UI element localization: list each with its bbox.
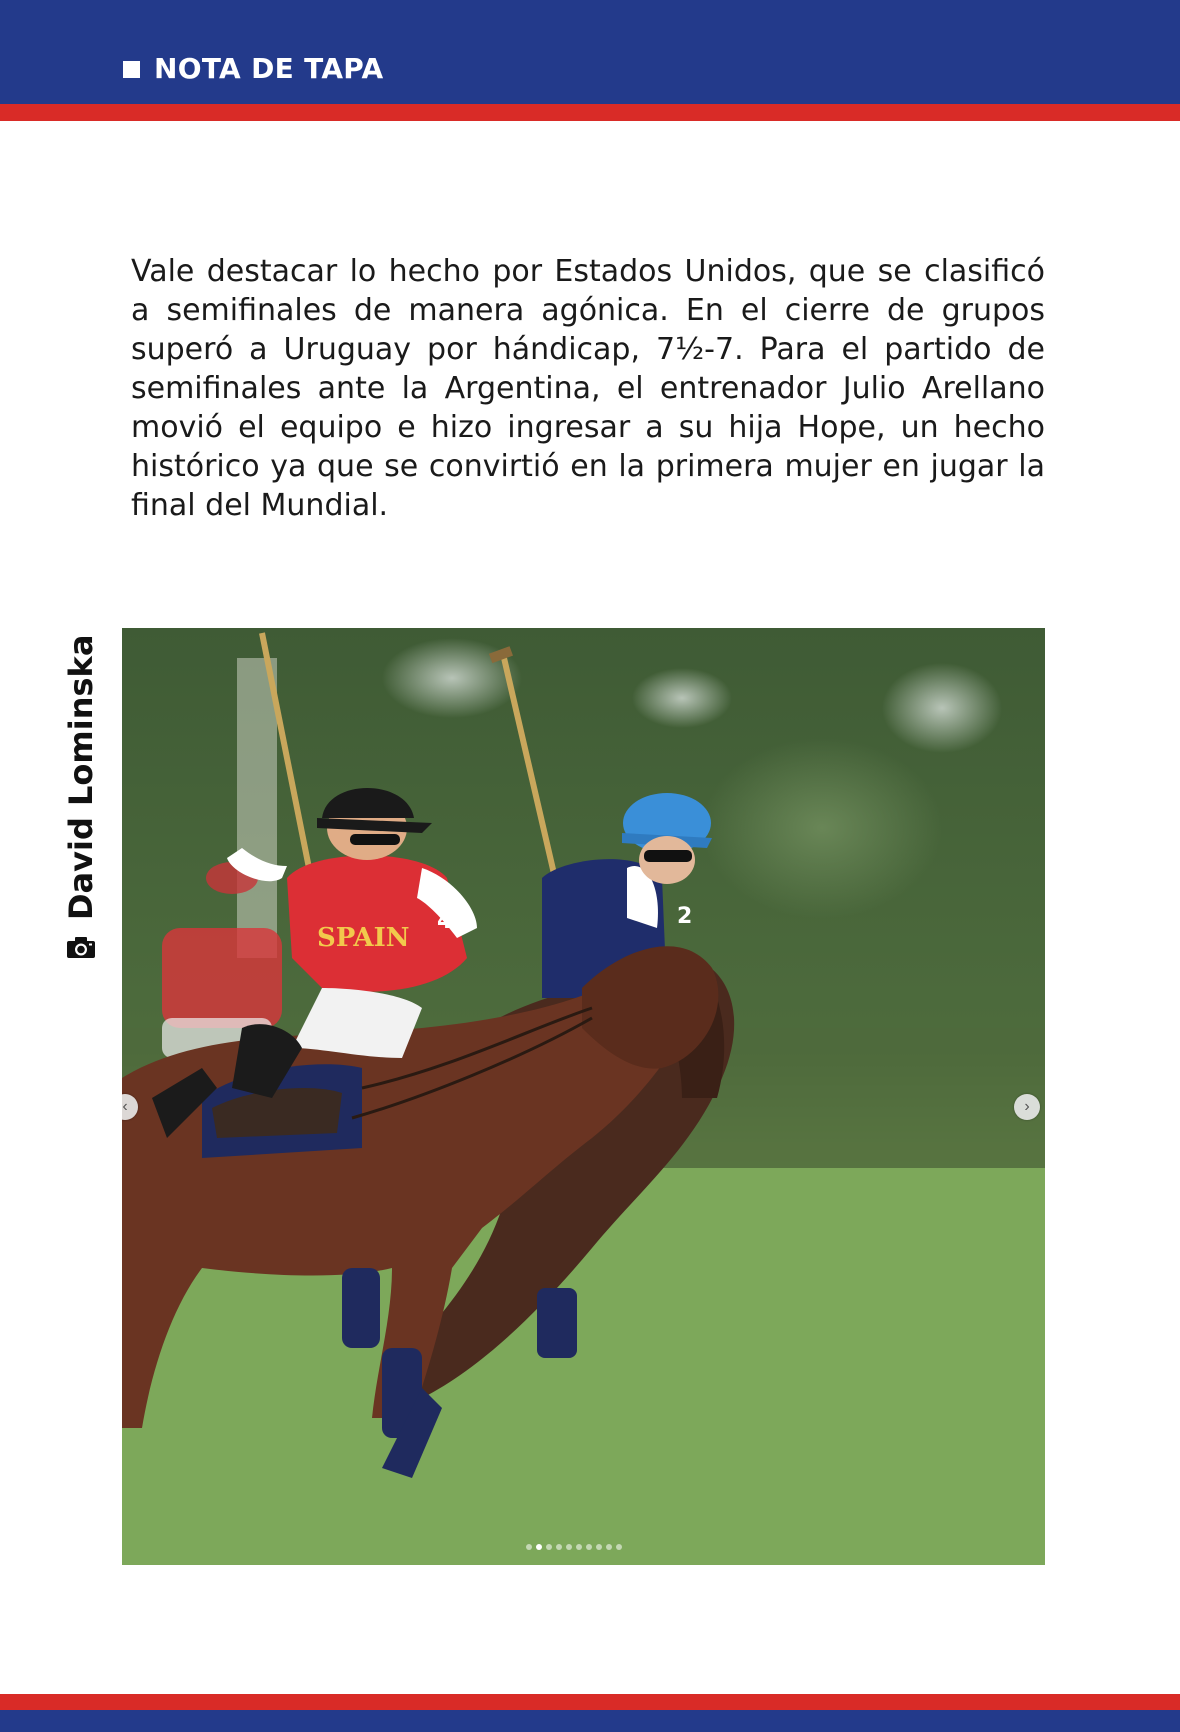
header-accent-stripe <box>0 104 1180 121</box>
carousel-pagination <box>526 1544 622 1550</box>
article-paragraph: Vale destacar lo hecho por Estados Unidos, que se clasificó a semifinales de manera agónica. En el cierre de grupos superó a Uruguay por hándicap, 7½-7. Para el partido de semifinales ante la Argentina, el entrenador Julio Arellano movió el equipo e hizo ingresar a su hija Hope, un hecho histórico ya que se convirtió en la primera mujer en jugar la final del Mundial. <box>131 254 1045 523</box>
carousel-dot[interactable] <box>616 1544 622 1550</box>
carousel-next-button[interactable] <box>1014 1094 1040 1120</box>
camera-icon <box>66 935 96 959</box>
carousel-dot[interactable] <box>596 1544 602 1550</box>
footer-accent-stripe <box>0 1694 1180 1710</box>
carousel-dot[interactable] <box>586 1544 592 1550</box>
carousel-dot[interactable] <box>606 1544 612 1550</box>
carousel-dot[interactable] <box>566 1544 572 1550</box>
right-jersey-number: 2 <box>677 904 693 929</box>
carousel-dot[interactable] <box>546 1544 552 1550</box>
footer-bar <box>0 1710 1180 1732</box>
photographer-name: David Lominska <box>62 634 100 920</box>
carousel-dot[interactable] <box>526 1544 532 1550</box>
section-label: NOTA DE TAPA <box>154 52 384 85</box>
chevron-right-icon: › <box>1024 1098 1030 1115</box>
chevron-left-icon: ‹ <box>122 1098 128 1115</box>
photo-credit <box>62 635 100 962</box>
polo-match-image <box>122 628 1045 1565</box>
left-jersey-number: 4 <box>437 909 453 934</box>
article-photo <box>122 628 1045 1565</box>
carousel-dot[interactable] <box>576 1544 582 1550</box>
carousel-dot[interactable] <box>536 1544 542 1550</box>
carousel-dot[interactable] <box>556 1544 562 1550</box>
jersey-text: SPAIN <box>317 923 410 953</box>
square-bullet-icon <box>123 61 140 78</box>
